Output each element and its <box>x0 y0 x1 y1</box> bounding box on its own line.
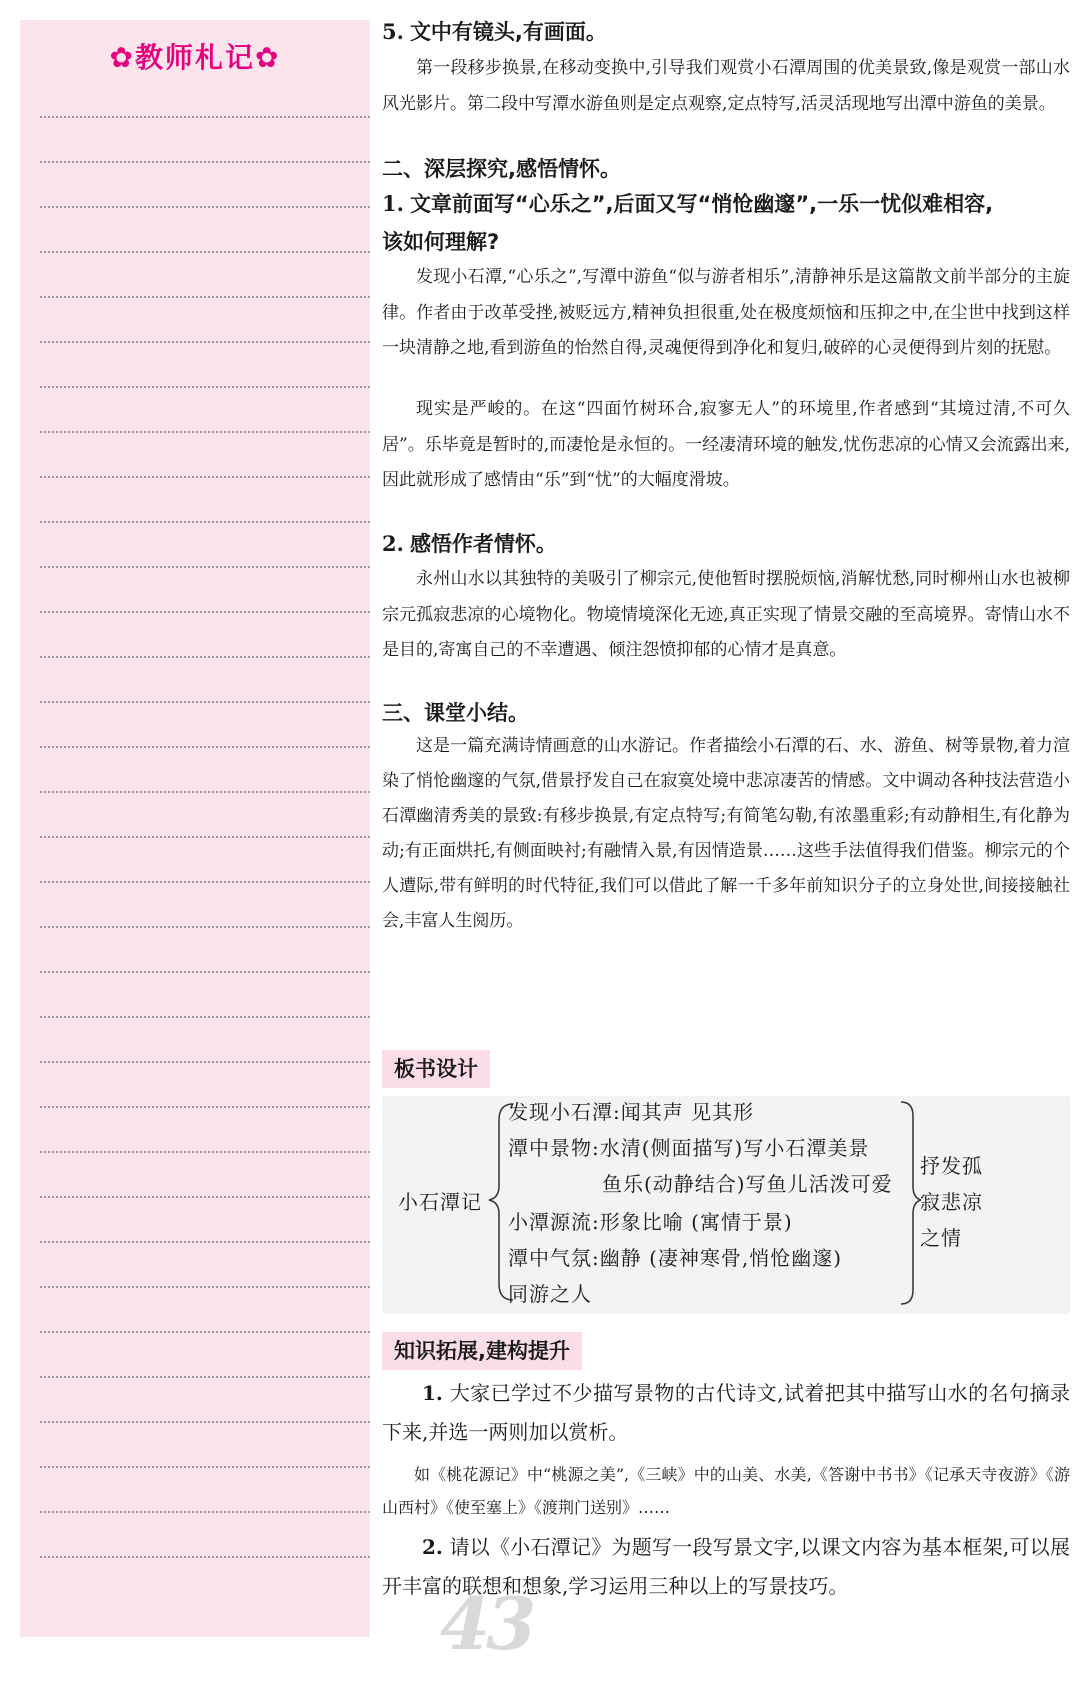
note-line <box>40 881 370 883</box>
note-line <box>40 1286 370 1288</box>
note-line <box>40 1106 370 1108</box>
note-line <box>40 1376 370 1378</box>
question-2-1-answer-p2: 现实是严峻的。在这“四面竹树环合,寂寥无人”的环境里,作者感到“其境过清,不可久居”。乐毕竟是暂时的,而凄怆是永恒的。一经凄清环境的触发,忧伤悲凉的心情又会流露出来,因此就形成了感情由“乐”到“忧”的大幅度滑坡。 <box>382 399 1070 490</box>
note-line <box>40 1511 370 1513</box>
question-number: 2. <box>382 531 404 556</box>
question-title: 感悟作者情怀。 <box>409 532 557 556</box>
note-line <box>40 521 370 523</box>
board-branch: 潭中景物:水清(侧面描写)写小石潭美景 <box>508 1136 870 1160</box>
board-branch: 发现小石潭:闻其声 见其形 <box>508 1100 755 1124</box>
note-line <box>40 971 370 973</box>
item-number: 2. <box>422 1535 443 1559</box>
note-line <box>40 1466 370 1468</box>
class-summary: 这是一篇充满诗情画意的山水游记。作者描绘小石潭的石、水、游鱼、树等景物,着力渲染了悄怆幽邃的气氛,借景抒发自己在寂寞处境中悲凉凄苦的情感。文中调动各种技法营造小石潭幽清秀美的景致:有移步换景,有定点特写;有简笔勾勒,有浓墨重彩;有动静相生,有化静为动;有正面烘托,有侧面映衬;有融情入景,有因情造景……这些手法值得我们借鉴。柳宗元的个人遭际,带有鲜明的时代特征,我们可以借此了解一千多年前知识分子的立身处世,间接接触社会,丰富人生阅历。 <box>382 736 1070 931</box>
note-line <box>40 116 370 118</box>
teacher-notes-title-text: 教师札记 <box>134 41 255 74</box>
page-number: 43 <box>440 1581 533 1666</box>
note-line <box>40 1196 370 1198</box>
board-conclusion-line: 抒发孤 <box>920 1154 983 1178</box>
note-line <box>40 926 370 928</box>
question-title-line1: 文章前面写“心乐之”,后面又写“悄怆幽邃”,一乐一忧似难相容, <box>409 192 994 216</box>
note-line <box>40 701 370 703</box>
board-design-heading: 板书设计 <box>382 1050 490 1088</box>
note-line <box>40 431 370 433</box>
note-line <box>40 566 370 568</box>
note-line <box>40 746 370 748</box>
note-line <box>40 791 370 793</box>
board-branch: 同游之人 <box>508 1282 592 1306</box>
question-number: 5. <box>382 19 404 44</box>
note-line <box>40 836 370 838</box>
note-line <box>40 656 370 658</box>
note-line <box>40 1421 370 1423</box>
note-line <box>40 341 370 343</box>
board-center-title: 小石潭记 <box>398 1190 482 1214</box>
board-conclusion-line: 寂悲凉 <box>920 1190 983 1214</box>
question-2-1-answer-p1: 发现小石潭,“心乐之”,写潭中游鱼“似与游者相乐”,清静神乐是这篇散文前半部分的主旋律。作者由于改革受挫,被贬远方,精神负担很重,处在极度烦恼和压抑之中,在尘世中找到这样一块清静之地,看到游鱼的怡然自得,灵魂便得到净化和复归,破碎的心灵便得到片刻的抚慰。 <box>382 267 1070 358</box>
question-number: 1. <box>382 191 404 216</box>
section-2-heading: 二、深层探究,感悟情怀。 <box>382 157 621 181</box>
question-2-2-answer: 永州山水以其独特的美吸引了柳宗元,使他暂时摆脱烦恼,消解忧愁,同时柳州山水也被柳宗元孤寂悲凉的心境物化。物境情境深化无迹,真正实现了情景交融的至高境界。寄情山水不是目的,寄寓自己的不幸遭遇、倾注怨愤抑郁的心情才是真意。 <box>382 569 1070 660</box>
note-line <box>40 206 370 208</box>
note-line <box>40 1241 370 1243</box>
note-line <box>40 296 370 298</box>
extension-heading: 知识拓展,建构提升 <box>382 1332 582 1370</box>
note-line <box>40 611 370 613</box>
board-branch: 潭中气氛:幽静 (凄神寒骨,悄怆幽邃) <box>508 1246 843 1270</box>
note-line <box>40 1016 370 1018</box>
question-5-answer: 第一段移步换景,在移动变换中,引导我们观赏小石潭周围的优美景致,像是观赏一部山水风光影片。第二段中写潭水游鱼则是定点观察,定点特写,活灵活现地写出潭中游鱼的美景。 <box>382 58 1070 114</box>
item-text: 大家已学过不少描写景物的古代诗文,试着把其中描写山水的名句摘录下来,并选一两则加以赏析。 <box>382 1381 1071 1444</box>
question-2-1-heading-line2: 该如何理解? <box>382 230 500 254</box>
note-line <box>40 1151 370 1153</box>
note-line <box>40 476 370 478</box>
question-title: 文中有镜头,有画面。 <box>409 20 607 44</box>
board-diagram <box>382 1096 1070 1314</box>
note-line <box>40 1331 370 1333</box>
note-line <box>40 1556 370 1558</box>
right-brace <box>901 1102 921 1304</box>
note-line <box>40 251 370 253</box>
flower-icon: ✿ <box>255 41 281 74</box>
question-5-heading <box>382 12 607 52</box>
flower-icon: ✿ <box>109 41 135 74</box>
extension-item-1-example: 如《桃花源记》中“桃源之美”,《三峡》中的山美、水美,《答谢中书书》《记承天寺夜游》《游山西村》《使至塞上》《渡荆门送别》…… <box>382 1465 1070 1517</box>
question-2-1-heading <box>382 184 993 224</box>
board-conclusion-line: 之情 <box>920 1226 962 1250</box>
question-2-2-heading <box>382 524 557 564</box>
teacher-notes-title <box>20 36 370 76</box>
item-number: 1. <box>422 1381 443 1405</box>
note-line <box>40 1061 370 1063</box>
note-line <box>40 161 370 163</box>
teacher-notes-panel <box>20 20 370 1637</box>
section-3-heading: 三、课堂小结。 <box>382 701 529 725</box>
item-text: 请以《小石潭记》为题写一段写景文字,以课文内容为基本框架,可以展开丰富的联想和想象,学习运用三种以上的写景技巧。 <box>382 1535 1070 1598</box>
board-branch: 小潭源流:形象比喻 (寓情于景) <box>508 1210 793 1234</box>
board-branch: 鱼乐(动静结合)写鱼儿活泼可爱 <box>602 1172 893 1196</box>
note-line <box>40 386 370 388</box>
extension-item-1 <box>382 1374 1070 1452</box>
